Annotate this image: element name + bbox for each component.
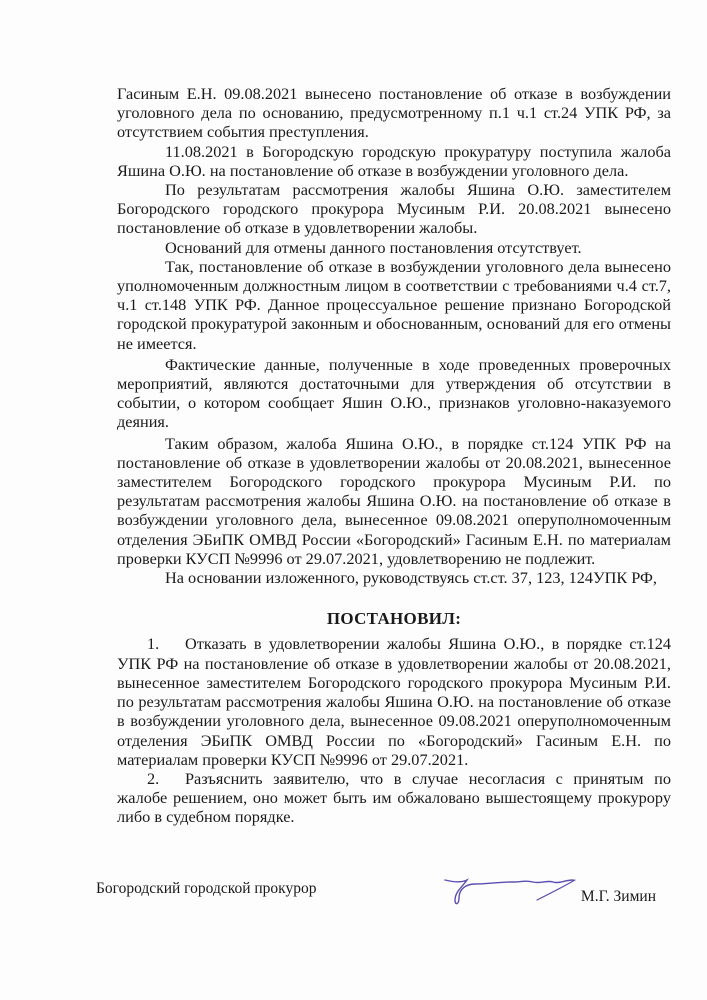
resolution-item-2	[117, 769, 671, 827]
signer-title: Богородский городской прокурор	[96, 880, 317, 897]
item-text: Отказать в удовлетворении жалобы Яшина О.Ю., в порядке ст.124 УПК РФ на постановление об отказе в удовлетворении жалобы от 20.08.2021, вынесенное заместителем Богородского городского прокурора Мусиным Р.И. по результатам рассмотрения жалобы Яшина О.Ю. на постановление об отказе в возбуждении уголовного дела, вынесенное 09.08.2021 оперуполномоченным отделения ЭБиПК ОМВД России по «Богородский» Гасиным Е.Н. по материалам проверки КУСП №9996 от 29.07.2021.	[117, 634, 671, 769]
signature-block	[96, 876, 656, 916]
signer-name: М.Г. Зимин	[580, 888, 656, 905]
paragraph-3: По результатам рассмотрения жалобы Яшина О.Ю. заместителем Богородского городского прокурора Мусиным Р.И. 20.08.2021 вынесено постановление об отказе в удовлетворении жалобы.	[117, 180, 671, 238]
paragraph-4: Оснований для отмены данного постановления отсутствует.	[165, 237, 582, 257]
resolution-heading: ПОСТАНОВИЛ:	[326, 609, 462, 629]
document-body	[117, 84, 671, 827]
item-number: 1.	[147, 634, 160, 654]
item-text: Разъяснить заявителю, что в случае несогласия с принятым по жалобе решением, оно может быть им обжаловано вышестоящему прокурору либо в судебном порядке.	[117, 768, 671, 827]
paragraph-1: Гасиным Е.Н. 09.08.2021 вынесено постановление об отказе в возбуждении уголовного дела по основанию, предусмотренному п.1 ч.1 ст.24 УПК РФ, за отсутствием события преступления.	[117, 84, 671, 142]
paragraph-6: Фактические данные, полученные в ходе проведенных проверочных мероприятий, являются достаточными для утверждения об отсутствии в событии, о котором сообщает Яшин О.Ю., признаков уголовно-наказуемого деяния.	[117, 354, 671, 432]
resolution-item-1	[117, 634, 671, 768]
handwritten-signature-icon	[441, 870, 581, 910]
paragraph-8: На основании изложенного, руководствуясь ст.ст. 37, 123, 124УПК РФ,	[165, 568, 657, 588]
paragraph-2: 11.08.2021 в Богородскую городскую прокуратуру поступила жалоба Яшина О.Ю. на постановление об отказе в возбуждении уголовного дела.	[117, 141, 671, 180]
paragraph-7: Таким образом, жалоба Яшина О.Ю., в порядке ст.124 УПК РФ на постановление об отказе в удовлетворении жалобы от 20.08.2021, вынесенное заместителем Богородского городского прокурора Мусиным Р.И. по результатам рассмотрения жалобы Яшина О.Ю. на постановление об отказе в возбуждении уголовного дела, вынесенное 09.08.2021 оперуполномоченным отделения ЭБиПК ОМВД России «Богородский» Гасиным Е.Н. по материалам проверки КУСП №9996 от 29.07.2021, удовлетворению не подлежит.	[117, 433, 671, 568]
paragraph-5: Так, постановление об отказе в возбуждении уголовного дела вынесено уполномоченным должностным лицом в соответствии с требованиями ч.4 ст.7, ч.1 ст.148 УПК РФ. Данное процессуальное решение признано Богородской городской прокуратурой законным и обоснованным, оснований для его отмены не имеется.	[117, 256, 671, 353]
item-number: 2.	[147, 768, 160, 788]
